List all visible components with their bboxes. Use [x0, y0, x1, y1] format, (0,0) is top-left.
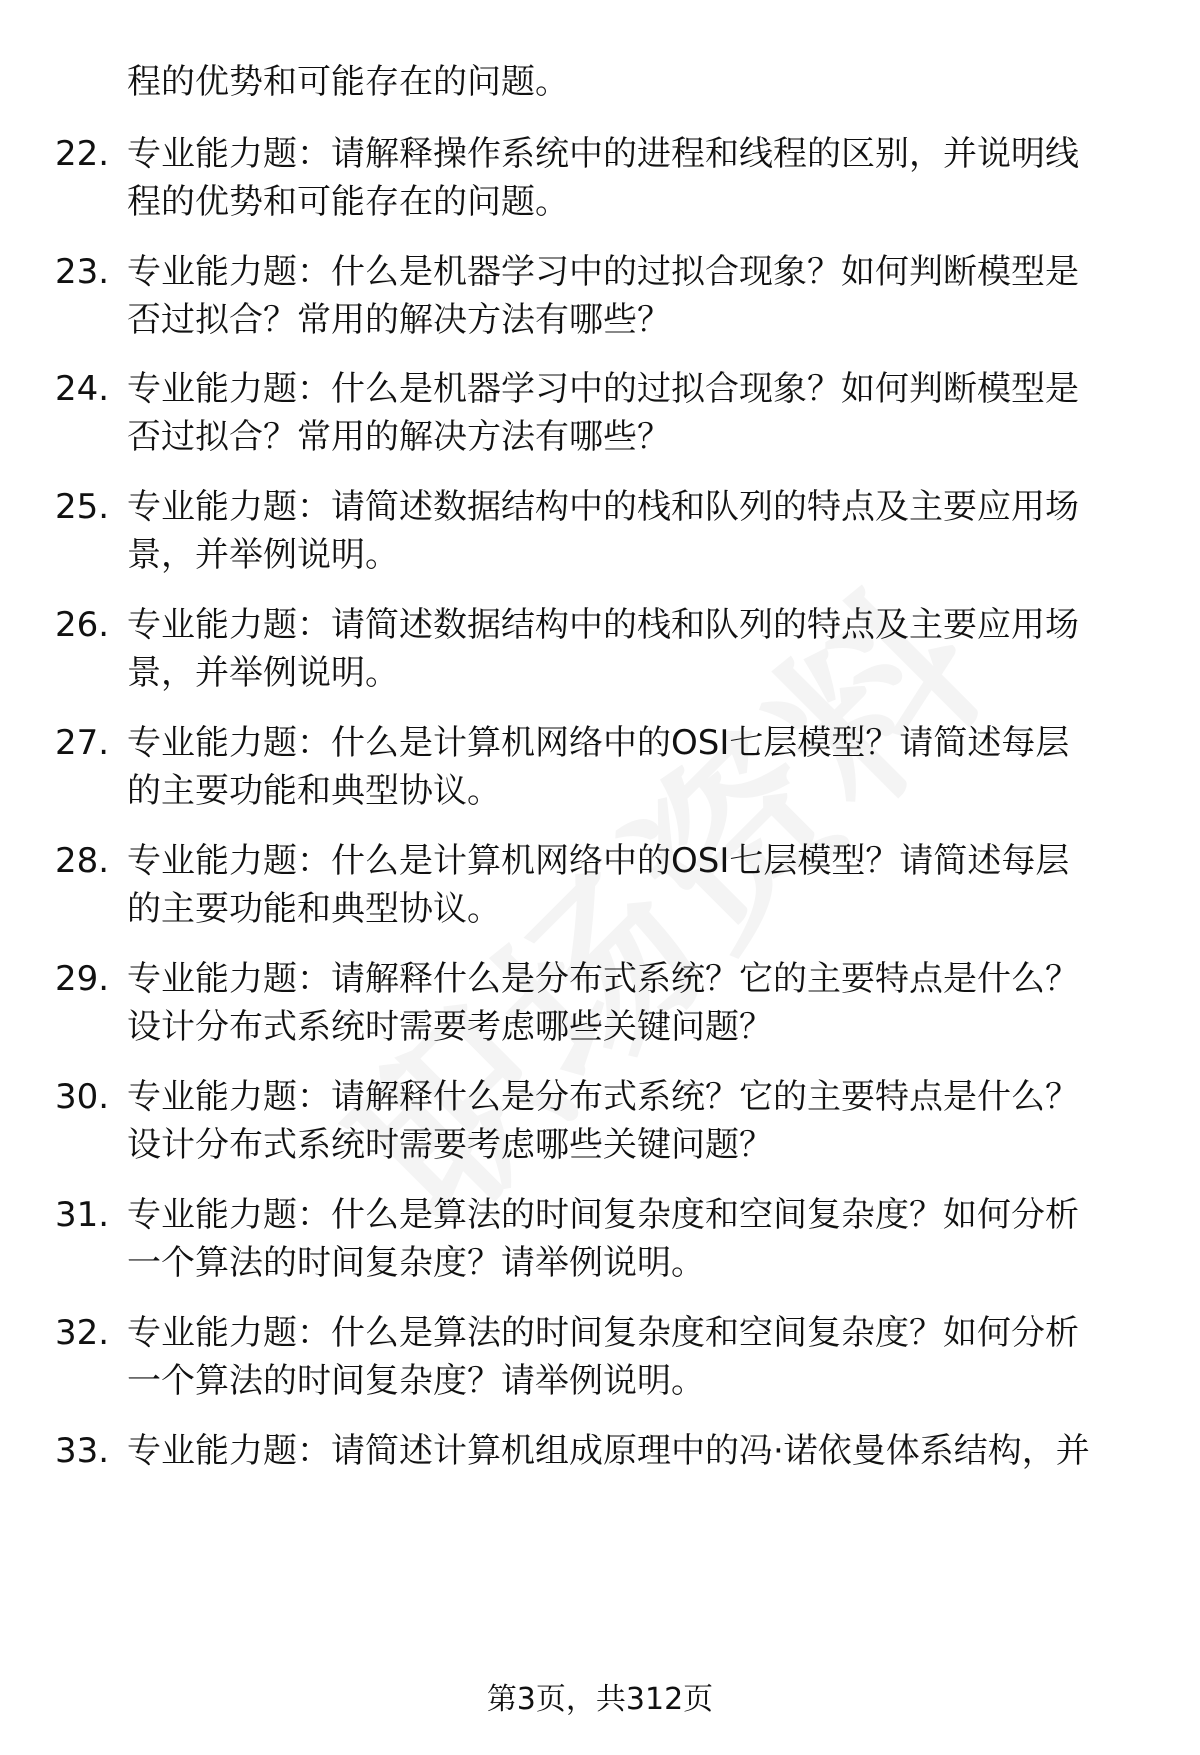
list-item [55, 955, 1155, 1051]
list-item [55, 601, 1155, 697]
list-item [55, 483, 1155, 579]
item-line: 专业能力题：请解释操作系统中的进程和线程的区别，并说明线 [127, 134, 1079, 174]
item-line: 否过拟合？常用的解决方法有哪些？ [127, 417, 671, 457]
item-line: 专业能力题：请解释什么是分布式系统？它的主要特点是什么？ [127, 959, 1079, 999]
item-line: 专业能力题：什么是机器学习中的过拟合现象？如何判断模型是 [127, 252, 1079, 292]
item-line: 的主要功能和典型协议。 [127, 889, 501, 929]
item-number: 30. [55, 1077, 110, 1117]
item-number: 29. [55, 959, 110, 999]
item-number: 33. [55, 1431, 110, 1471]
item-line: 专业能力题：什么是算法的时间复杂度和空间复杂度？如何分析 [127, 1195, 1079, 1235]
item-number: 32. [55, 1313, 110, 1353]
item-line: 设计分布式系统时需要考虑哪些关键问题？ [127, 1007, 773, 1047]
item-number: 27. [55, 723, 110, 763]
item-text [127, 1073, 1155, 1169]
item-text [127, 1191, 1155, 1287]
list-item [55, 1073, 1155, 1169]
list-item [55, 130, 1155, 226]
item-line: 景，并举例说明。 [127, 653, 399, 693]
list-item [55, 1427, 1155, 1475]
item-text [127, 1309, 1155, 1405]
item-line: 专业能力题：什么是机器学习中的过拟合现象？如何判断模型是 [127, 369, 1079, 409]
item-text [127, 365, 1155, 461]
item-number: 23. [55, 252, 110, 292]
item-line: 专业能力题：请简述数据结构中的栈和队列的特点及主要应用场 [127, 487, 1079, 527]
item-line: 一个算法的时间复杂度？请举例说明。 [127, 1243, 705, 1283]
item-line: 专业能力题：什么是计算机网络中的OSI七层模型？请简述每层 [127, 723, 1070, 763]
list-item [55, 837, 1155, 933]
item-line: 专业能力题：请简述数据结构中的栈和队列的特点及主要应用场 [127, 605, 1079, 645]
item-number: 31. [55, 1195, 110, 1235]
item-text [127, 955, 1155, 1051]
item-number: 26. [55, 605, 110, 645]
item-text [127, 248, 1155, 344]
item-line: 设计分布式系统时需要考虑哪些关键问题？ [127, 1125, 773, 1165]
list-item [55, 719, 1155, 815]
item-line: 景，并举例说明。 [127, 535, 399, 575]
item-text [127, 130, 1155, 226]
list-item [55, 248, 1155, 344]
item-text [127, 483, 1155, 579]
item-line: 专业能力题：请简述计算机组成原理中的冯·诺依曼体系结构，并 [127, 1431, 1090, 1471]
page-footer: 第3页，共312页 [486, 1682, 714, 1717]
item-text [127, 719, 1155, 815]
item-line: 的主要功能和典型协议。 [127, 771, 501, 811]
item-line: 否过拟合？常用的解决方法有哪些？ [127, 300, 671, 340]
list-item [55, 1309, 1155, 1405]
item-number: 28. [55, 841, 110, 881]
item-line: 专业能力题：请解释什么是分布式系统？它的主要特点是什么？ [127, 1077, 1079, 1117]
item-text [127, 837, 1155, 933]
item-line: 一个算法的时间复杂度？请举例说明。 [127, 1361, 705, 1401]
list-item [55, 365, 1155, 461]
item-line: 专业能力题：什么是计算机网络中的OSI七层模型？请简述每层 [127, 841, 1070, 881]
item-number: 25. [55, 487, 110, 527]
list-item [55, 1191, 1155, 1287]
item-line: 专业能力题：什么是算法的时间复杂度和空间复杂度？如何分析 [127, 1313, 1079, 1353]
item-text [127, 601, 1155, 697]
item-number: 22. [55, 134, 110, 174]
item-text [127, 1427, 1155, 1475]
continuation-line: 程的优势和可能存在的问题。 [127, 62, 569, 102]
item-number: 24. [55, 369, 110, 409]
item-line: 程的优势和可能存在的问题。 [127, 182, 569, 222]
